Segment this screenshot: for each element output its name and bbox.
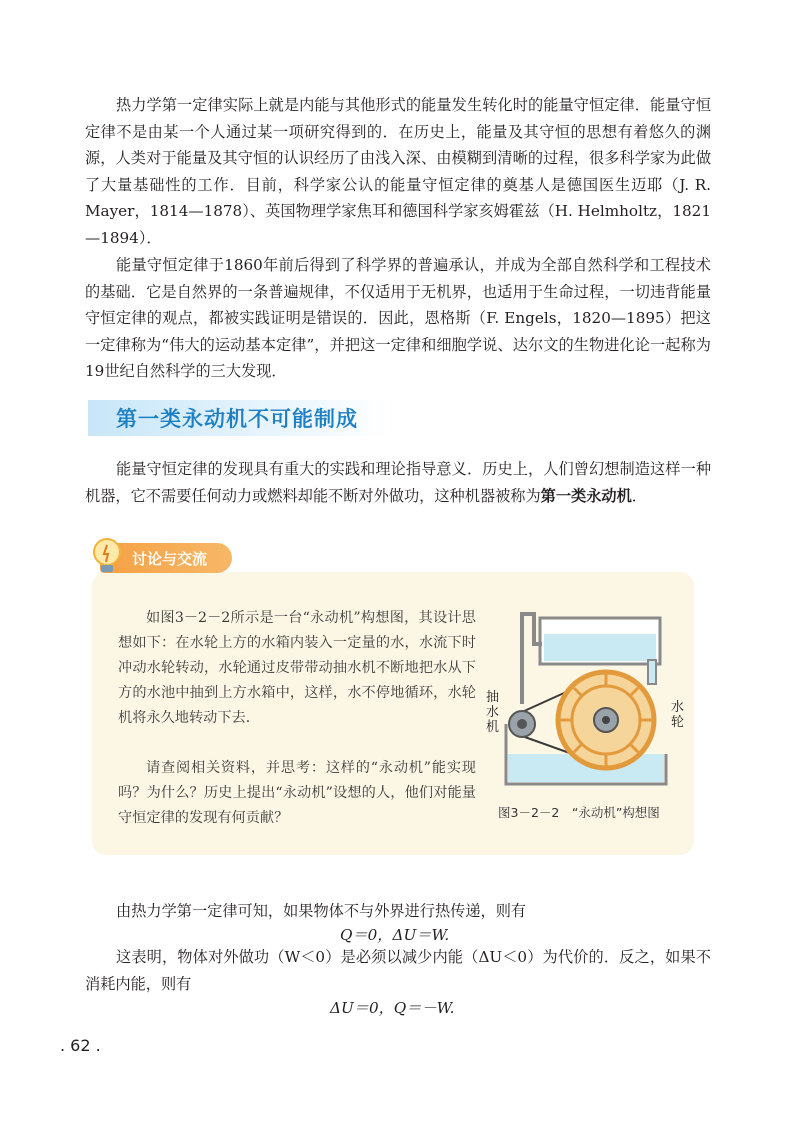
equation-2: ΔU＝0，Q＝－W. (330, 999, 455, 1017)
pump-label: 抽水机 (486, 690, 500, 735)
paragraph-3 (85, 456, 711, 509)
perpetual-motion-diagram (498, 604, 694, 794)
paragraph-5: 这表明，物体对外做功（W＜0）是必须以减少内能（ΔU＜0）为代价的．反之，如果不消耗内能，则有 (85, 948, 711, 993)
page-number: . 62 . (60, 1036, 101, 1055)
pump-hub (517, 719, 527, 729)
paragraph-3-end: ． (631, 486, 647, 505)
discussion-text-1: 如图3－2－2所示是一台“永动机”构想图，其设计思想如下：在水轮上方的水箱内装入一定量的水，水流下时冲动水轮转动，水轮通过皮带带动抽水机不断地把水从下方的水池中抽到上方水箱中，这样，水不停地循环，水轮机将永久地转动下去． (118, 610, 476, 726)
paragraph-1: 热力学第一定律实际上就是内能与其他形式的能量发生转化时的能量守恒定律．能量守恒定律不是由某一个人通过某一项研究得到的．在历史上，能量及其守恒的思想有着悠久的渊源，人类对于能量及其守恒的认识经历了由浅入深、由模糊到清晰的过程，很多科学家为此做了大量基础性的工作．目前，科学家公认的能量守恒定律的奠基人是德国医生迈耶（J. R. Mayer，1814—1878）、英国物理学家焦耳和德国科学家亥姆霍兹（H. Helmholtz，1821—1894）． (85, 96, 711, 247)
paragraph-4: 由热力学第一定律可知，如果物体不与外界进行热传递，则有 (116, 902, 527, 920)
outlet-pipe (648, 660, 656, 684)
paragraph-2: 能量守恒定律于1860年前后得到了科学界的普遍承认，并成为全部自然科学和工程技术的基础．它是自然界的一条普遍规律，不仅适用于无机界，也适用于生命过程，一切违背能量守恒定律的观点，都被实践证明是错误的．因此，恩格斯（F. Engels，1820—1895）把这一定律称为“伟大的运动基本定律”，并把这一定律和细胞学说、达尔文的生物进化论一起称为19世纪自然科学的三大发现． (85, 256, 711, 380)
discussion-text-2: 请查阅相关资料，并思考：这样的“永动机”能实现吗？为什么？历史上提出“永动机”设想的人，他们对能量守恒定律的发现有何贡献？ (118, 760, 476, 826)
wheel-label: 水轮 (671, 700, 685, 730)
wheel-axle (602, 716, 610, 724)
upper-water (544, 634, 656, 661)
key-term: 第一类永动机 (540, 486, 632, 505)
discussion-label-text: 讨论与交流 (132, 550, 208, 568)
paragraph-3-text: 能量守恒定律的发现具有重大的实践和理论指导意义．历史上，人们曾幻想制造这样一种机器，它不需要任何动力或燃料却能不断对外做功，这种机器被称为 (85, 460, 711, 505)
section-heading (88, 400, 388, 436)
section-title: 第一类永动机不可能制成 (116, 407, 358, 431)
equation-1: Q＝0，ΔU＝W. (340, 926, 450, 944)
lightbulb-icon (92, 537, 122, 577)
figure-caption: 图3－2－2 “永动机”构想图 (498, 805, 660, 820)
